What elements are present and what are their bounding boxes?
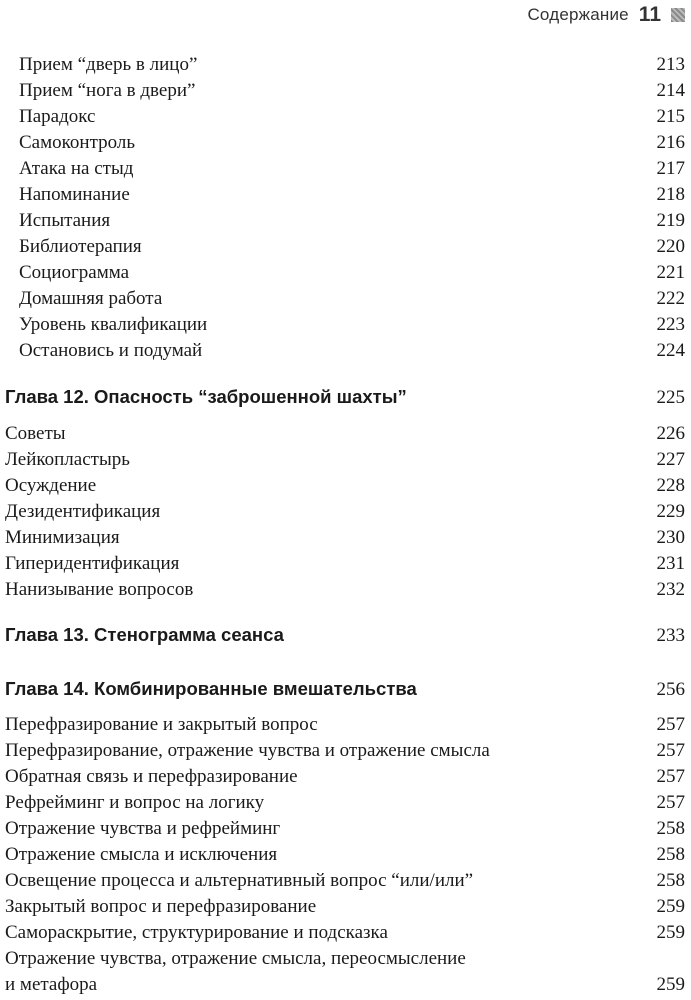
toc-page-number: 230 xyxy=(656,527,685,548)
toc-entry[interactable]: Отражение смысла и исключения 258 xyxy=(0,842,691,868)
toc-entry[interactable]: Перефразирование, отражение чувства и отражение смысла 257 xyxy=(0,738,691,764)
toc-entry[interactable]: Прием “дверь в лицо” 213 xyxy=(0,52,691,78)
toc-page-number: 258 xyxy=(656,870,685,891)
toc-entry[interactable]: Рефрейминг и вопрос на логику 257 xyxy=(0,790,691,816)
toc-page-number: 213 xyxy=(656,54,685,75)
header-section-title: Содержание xyxy=(527,5,629,24)
toc-page-number: 258 xyxy=(656,844,685,865)
chapter-13-heading[interactable]: Глава 13. Стенограмма сеанса 233 xyxy=(0,622,691,649)
toc-entry[interactable]: Гиперидентификация 231 xyxy=(0,551,691,577)
toc-page-number: 215 xyxy=(656,106,685,127)
toc-page-number: 256 xyxy=(656,679,685,700)
toc-page-number: 259 xyxy=(656,896,685,917)
toc-entry[interactable]: Отражение чувства и рефрейминг 258 xyxy=(0,816,691,842)
toc-page-number: 220 xyxy=(656,236,685,257)
toc-page-number: 216 xyxy=(656,132,685,153)
toc-entry[interactable]: Остановись и подумай 224 xyxy=(0,338,691,364)
toc-entry[interactable]: Закрытый вопрос и перефразирование 259 xyxy=(0,894,691,920)
toc-page-number: 219 xyxy=(656,210,685,231)
toc-page-number: 226 xyxy=(656,423,685,444)
toc-page-number: 257 xyxy=(656,766,685,787)
toc-page-number: 259 xyxy=(656,922,685,943)
toc-page-number: 224 xyxy=(656,340,685,361)
chapter-12-heading[interactable]: Глава 12. Опасность “заброшенной шахты” 225 xyxy=(0,384,691,411)
toc-entry[interactable]: Социограмма 221 xyxy=(0,260,691,286)
toc-entry[interactable]: Напоминание 218 xyxy=(0,182,691,208)
toc-entry[interactable]: Самораскрытие, структурирование и подсказка 259 xyxy=(0,920,691,946)
running-header xyxy=(527,0,685,30)
toc-page-number: 217 xyxy=(656,158,685,179)
toc-entry[interactable]: Освещение процесса и альтернативный вопрос “или/или” 258 xyxy=(0,868,691,894)
toc-entry[interactable]: Прием “нога в двери” 214 xyxy=(0,78,691,104)
toc-page-number: 227 xyxy=(656,449,685,470)
toc-page-number: 229 xyxy=(656,501,685,522)
toc-entry-line-1: Отражение чувства, отражение смысла, переосмысление xyxy=(5,948,466,969)
toc-page-number: 228 xyxy=(656,475,685,496)
toc-entry[interactable]: Осуждение 228 xyxy=(0,473,691,499)
toc-page-number: 257 xyxy=(656,792,685,813)
toc-page-number: 257 xyxy=(656,740,685,761)
toc-page-number: 231 xyxy=(656,553,685,574)
toc-entry[interactable]: Парадокс 215 xyxy=(0,104,691,130)
toc-page-number: 259 xyxy=(656,974,685,995)
toc-entry-line-2: и метафора xyxy=(5,974,98,995)
toc-entry[interactable]: Лейкопластырь 227 xyxy=(0,447,691,473)
chapter-14-heading[interactable]: Глава 14. Комбинированные вмешательства 256 xyxy=(0,676,691,703)
toc-page-number: 258 xyxy=(656,818,685,839)
toc-entry[interactable]: Домашняя работа 222 xyxy=(0,286,691,312)
toc-entry[interactable] xyxy=(0,946,691,998)
toc-page-number: 214 xyxy=(656,80,685,101)
toc-entry[interactable]: Уровень квалификации 223 xyxy=(0,312,691,338)
toc-page-number: 222 xyxy=(656,288,685,309)
toc-entry[interactable]: Обратная связь и перефразирование 257 xyxy=(0,764,691,790)
toc-entry[interactable]: Самоконтроль 216 xyxy=(0,130,691,156)
toc-entry[interactable]: Минимизация 230 xyxy=(0,525,691,551)
header-page-number: 11 xyxy=(638,3,661,26)
toc-entry[interactable]: Испытания 219 xyxy=(0,208,691,234)
toc-entry[interactable]: Дезидентификация 229 xyxy=(0,499,691,525)
toc-entry[interactable]: Перефразирование и закрытый вопрос 257 xyxy=(0,712,691,738)
toc-page-number: 225 xyxy=(656,387,685,408)
toc-entry[interactable]: Библиотерапия 220 xyxy=(0,234,691,260)
toc-entry[interactable]: Атака на стыд 217 xyxy=(0,156,691,182)
toc-page-number: 232 xyxy=(656,579,685,600)
toc-page-number: 257 xyxy=(656,714,685,735)
toc-entry[interactable]: Нанизывание вопросов 232 xyxy=(0,577,691,603)
toc-page-number: 218 xyxy=(656,184,685,205)
toc-page-number: 221 xyxy=(656,262,685,283)
gray-square-icon xyxy=(671,8,685,22)
toc-page-number: 233 xyxy=(656,625,685,646)
toc-entry[interactable]: Советы 226 xyxy=(0,421,691,447)
toc-page-number: 223 xyxy=(656,314,685,335)
